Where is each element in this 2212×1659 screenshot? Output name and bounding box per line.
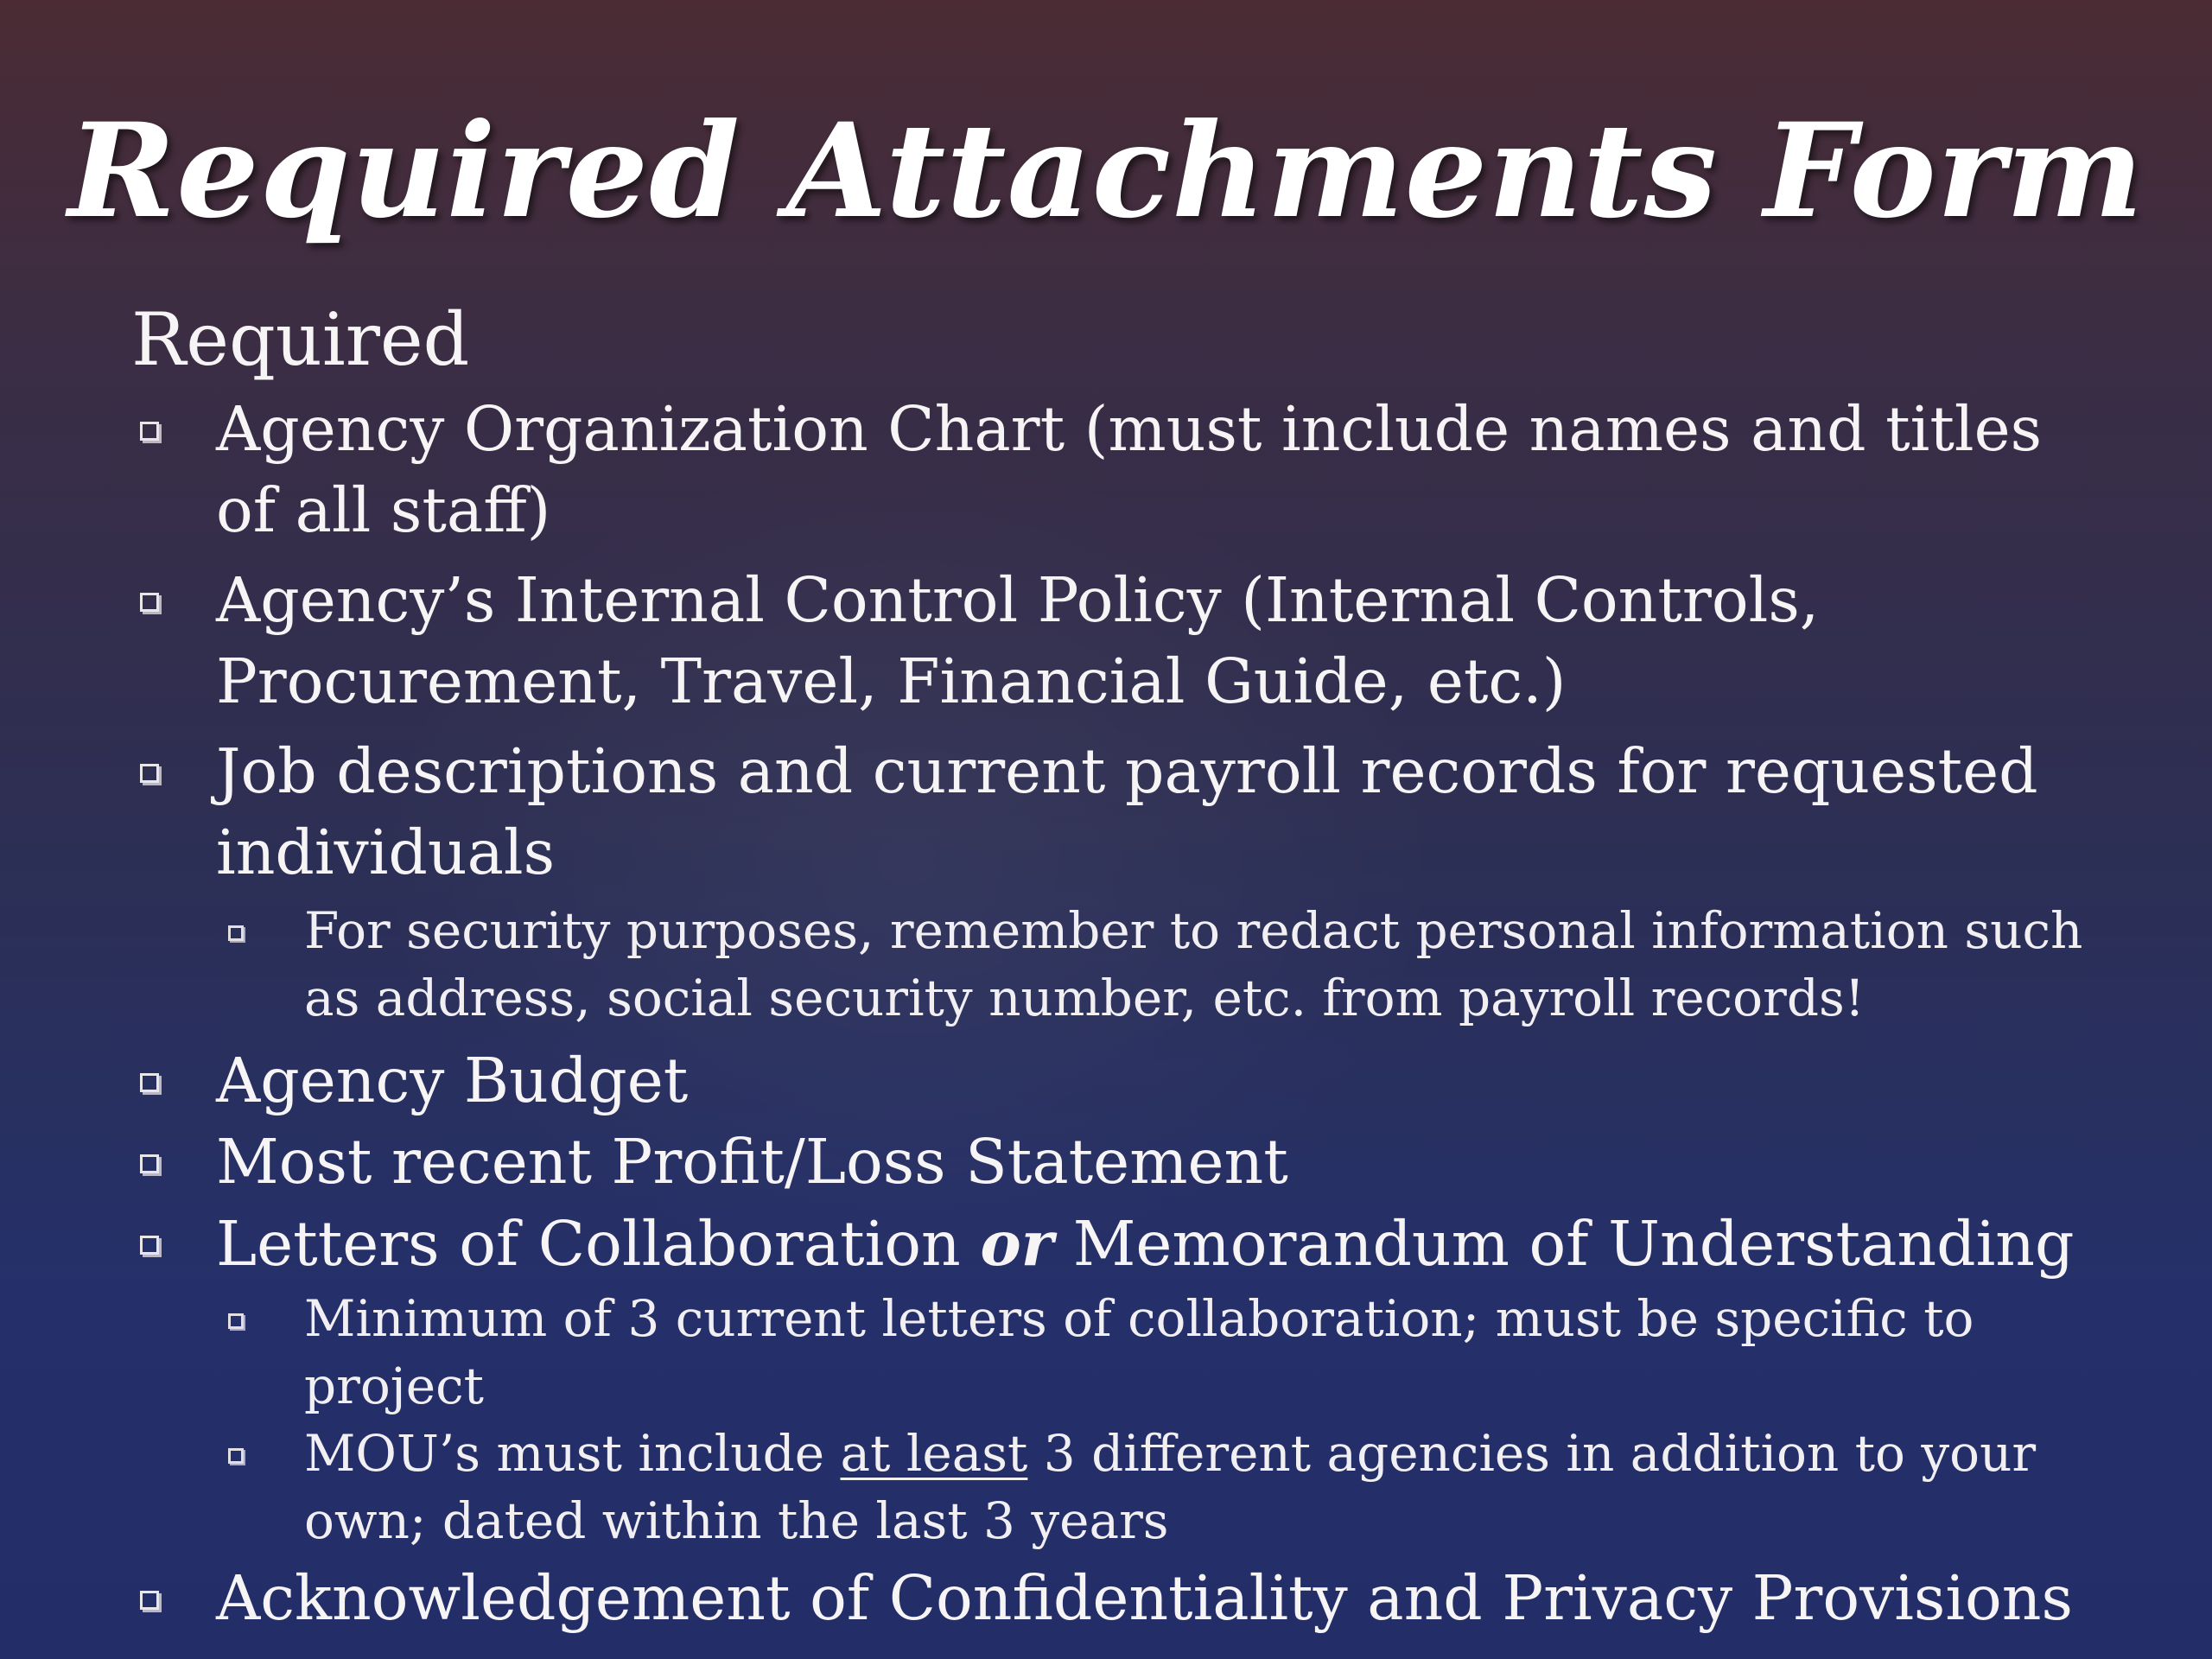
square-bullet-icon — [140, 422, 159, 441]
square-bullet-icon — [228, 925, 244, 941]
list-item-text: Job descriptions and current payroll records for requested individuals — [216, 735, 2038, 888]
square-bullet-icon — [140, 1154, 159, 1173]
sub-item-minimum-letters — [131, 1285, 2119, 1420]
list-item-confidentiality — [131, 1558, 2119, 1639]
sub-item-redact-note — [131, 897, 2119, 1032]
square-bullet-icon — [140, 1591, 159, 1610]
list-item-text: Agency’s Internal Control Policy (Internal Controls, Procurement, Travel, Financial Guide, etc.) — [216, 564, 1820, 717]
sub-item-text-after: 3 different agencies in addition to your own; dated within the last 3 years — [304, 1424, 2037, 1550]
square-bullet-icon — [140, 764, 159, 783]
list-item-agency-budget — [131, 1040, 2119, 1122]
square-bullet-icon — [140, 593, 159, 612]
list-item-text-emphasis: or — [980, 1207, 1054, 1280]
square-bullet-icon — [140, 1073, 159, 1092]
list-item-org-chart — [131, 389, 2119, 551]
sub-item-text: Minimum of 3 current letters of collaboration; must be specific to project — [304, 1289, 1974, 1415]
list-item-profit-loss — [131, 1122, 2119, 1203]
list-item-job-descriptions — [131, 731, 2119, 893]
square-bullet-icon — [140, 1236, 159, 1255]
list-item-text-before: Letters of Collaboration — [216, 1208, 981, 1280]
list-item-text: Agency Organization Chart (must include names and titles of all staff) — [216, 393, 2043, 546]
square-bullet-icon — [228, 1448, 244, 1464]
sub-item-text-underlined: at least — [840, 1424, 1028, 1483]
slide-title: Required Attachments Form — [67, 95, 2145, 247]
list-item-text: Acknowledgement of Confidentiality and Privacy Provisions — [216, 1562, 2073, 1634]
square-bullet-icon — [228, 1313, 244, 1329]
slide-content — [131, 292, 2119, 1639]
list-item-internal-control-policy — [131, 560, 2119, 722]
list-item-text: Agency Budget — [216, 1045, 689, 1116]
sub-item-mou-requirements — [131, 1420, 2119, 1554]
section-label-required: Required — [131, 297, 470, 382]
list-item-text-after: Memorandum of Understanding — [1053, 1208, 2075, 1280]
sub-item-text: For security purposes, remember to redact personal information such as address, social security number, etc. from payroll records! — [304, 901, 2083, 1027]
list-item-text: Most recent Profit/Loss Statement — [216, 1126, 1288, 1198]
sub-item-text-before: MOU’s must include — [304, 1424, 841, 1483]
list-item-letters-mou — [131, 1203, 2119, 1285]
